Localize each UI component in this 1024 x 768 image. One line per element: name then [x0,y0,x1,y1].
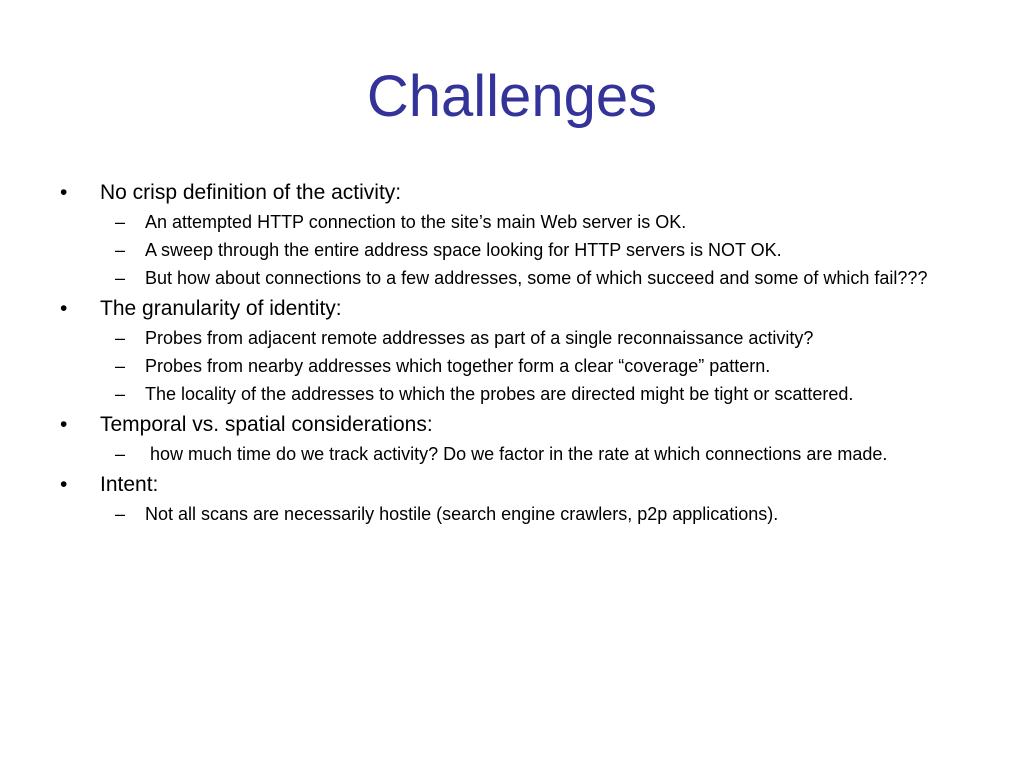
sub-bullet-text: Not all scans are necessarily hostile (search engine crawlers, p2p applications). [145,504,779,524]
bullet-item [60,412,980,437]
sub-bullet-text: A sweep through the entire address space looking for HTTP servers is NOT OK. [145,240,782,260]
sub-bullet-item [60,239,980,261]
sub-bullet-item [60,211,980,233]
sub-bullet-text: An attempted HTTP connection to the site’s main Web server is OK. [145,212,687,232]
bullet-item [60,180,980,205]
dash-icon: – [115,328,126,348]
dash-icon: – [115,268,126,288]
sub-bullet-item [60,327,980,349]
bullet-text: No crisp definition of the activity: [100,181,402,204]
sub-bullet-item [60,443,980,465]
sub-bullet-text: Probes from adjacent remote addresses as part of a single reconnaissance activity? [145,328,814,348]
dash-icon: – [115,356,126,376]
dash-icon: – [115,240,126,260]
sub-bullet-item [60,383,980,405]
slide-title: Challenges [366,64,658,129]
bullet-dot-icon: • [60,297,68,320]
bullet-dot-icon: • [60,413,68,436]
bullet-text: Temporal vs. spatial considerations: [100,413,433,436]
bullet-dot-icon: • [60,473,68,496]
dash-icon: – [115,384,126,404]
bullet-text: Intent: [100,473,159,496]
sub-bullet-item [60,355,980,377]
bullet-item [60,296,980,321]
dash-icon: – [115,212,126,232]
bullet-dot-icon: • [60,181,68,204]
sub-bullet-text: how much time do we track activity? Do we factor in the rate at which connections are made. [145,444,888,464]
bullet-text: The granularity of identity: [100,297,342,320]
sub-bullet-item [60,267,980,289]
sub-bullet-text: Probes from nearby addresses which together form a clear “coverage” pattern. [145,356,771,376]
sub-bullet-item [60,503,980,525]
sub-bullet-text: But how about connections to a few addresses, some of which succeed and some of which fail??? [145,268,928,288]
dash-icon: – [115,504,126,524]
dash-icon: – [115,444,126,464]
sub-bullet-text: The locality of the addresses to which the probes are directed might be tight or scattered. [145,384,854,404]
slide-body [60,180,980,525]
bullet-item [60,472,980,497]
